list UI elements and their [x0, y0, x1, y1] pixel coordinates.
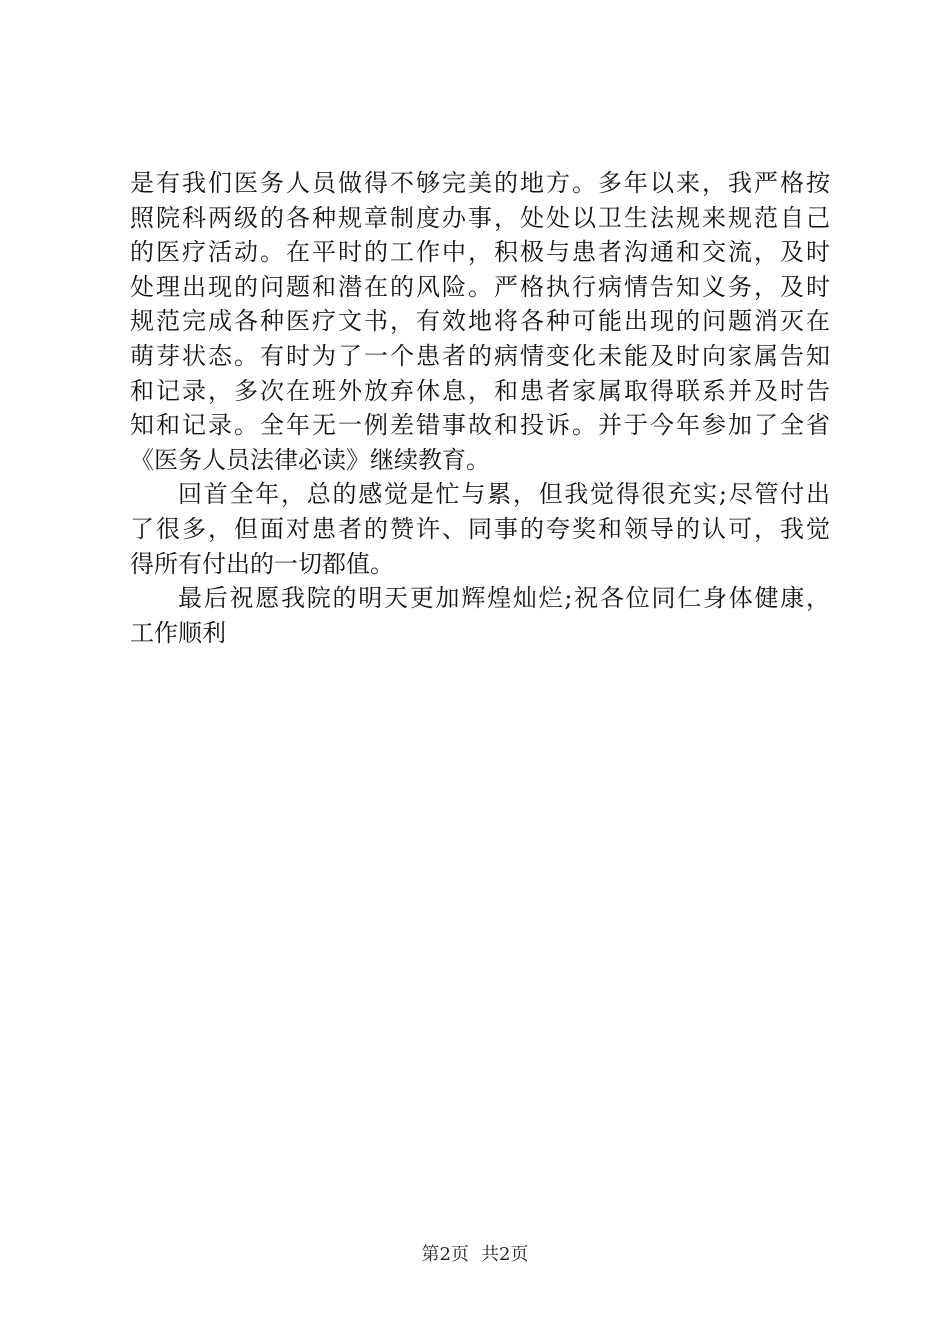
paragraph-3-line-2: 工作顺利 [130, 618, 226, 647]
paragraph-1-line-1: 是有我们医务人员做得不够完美的地方。多年以来，我严格按 [130, 169, 830, 197]
paragraph-1-line-2: 照院科两级的各种规章制度办事，处处以卫生法规来规范自己 [130, 203, 830, 232]
paragraph-1-line-7: 和记录，多次在班外放弃休息，和患者家属取得联系并及时告 [130, 376, 830, 405]
paragraph-1-line-4: 处理出现的问题和潜在的风险。严格执行病情告知义务，及时 [130, 272, 830, 301]
paragraph-3-line-1: 最后祝愿我院的明天更加辉煌灿烂;祝各位同仁身体健康， [178, 584, 830, 613]
paragraph-2-line-3: 得所有付出的一切都值。 [130, 549, 394, 578]
paragraph-1-line-5: 规范完成各种医疗文书，有效地将各种可能出现的问题消灭在 [130, 307, 830, 336]
document-body [130, 166, 830, 650]
paragraph-2-line-1: 回首全年，总的感觉是忙与累，但我觉得很充实;尽管付出 [178, 480, 830, 509]
page-number: 第2页 [421, 1244, 469, 1265]
page-footer [0, 1243, 950, 1267]
paragraph-1-line-6: 萌芽状态。有时为了一个患者的病情变化未能及时向家属告知 [130, 341, 830, 370]
paragraph-2-line-2: 了很多，但面对患者的赞许、同事的夸奖和领导的认可，我觉 [130, 514, 830, 543]
total-pages: 共2页 [481, 1244, 529, 1265]
paragraph-1-line-9: 《医务人员法律必读》继续教育。 [130, 445, 490, 474]
paragraph-1-line-8: 知和记录。全年无一例差错事故和投诉。并于今年参加了全省 [130, 411, 830, 440]
paragraph-1-line-3: 的医疗活动。在平时的工作中，积极与患者沟通和交流，及时 [130, 238, 830, 267]
